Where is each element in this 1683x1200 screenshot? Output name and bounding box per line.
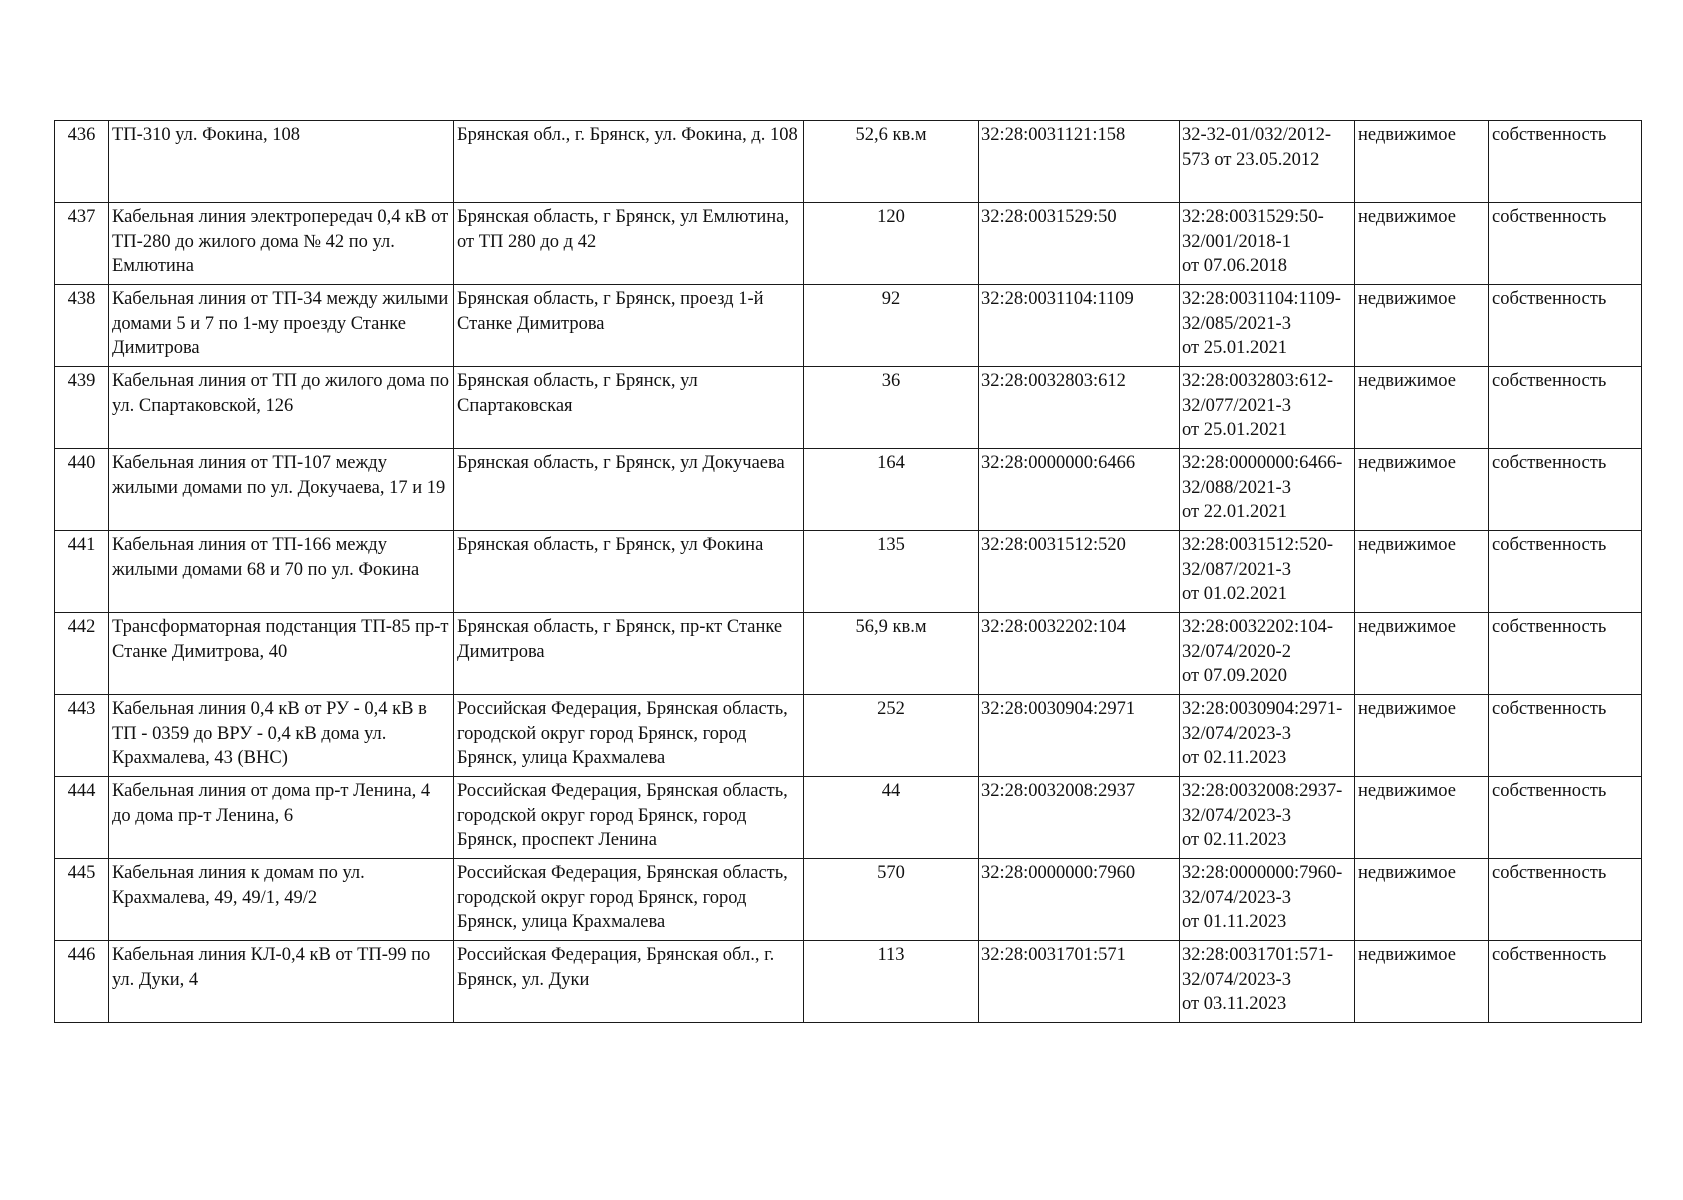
object-area: 52,6 кв.м xyxy=(804,121,979,203)
object-address: Брянская область, г Брянск, ул Докучаева xyxy=(454,449,804,531)
property-type: недвижимое xyxy=(1355,859,1489,941)
object-name: Кабельная линия от ТП-166 между жилыми домами 68 и 70 по ул. Фокина xyxy=(109,531,454,613)
right-type: собственность xyxy=(1489,203,1642,285)
row-number: 439 xyxy=(55,367,109,449)
object-name: Кабельная линия от ТП-107 между жилыми домами по ул. Докучаева, 17 и 19 xyxy=(109,449,454,531)
property-registry-table xyxy=(54,120,1642,1023)
right-type: собственность xyxy=(1489,285,1642,367)
row-number: 443 xyxy=(55,695,109,777)
object-name: Кабельная линия от ТП до жилого дома по ул. Спартаковской, 126 xyxy=(109,367,454,449)
cadastral-number: 32:28:0000000:7960 xyxy=(979,859,1180,941)
table-row xyxy=(55,777,1642,859)
object-name: Кабельная линия КЛ-0,4 кВ от ТП-99 по ул. Дуки, 4 xyxy=(109,941,454,1023)
table-row xyxy=(55,695,1642,777)
cadastral-number: 32:28:0031512:520 xyxy=(979,531,1180,613)
object-address: Брянская область, г Брянск, пр-кт Станке Димитрова xyxy=(454,613,804,695)
row-number: 445 xyxy=(55,859,109,941)
registration-record: 32-32-01/032/2012- 573 от 23.05.2012 xyxy=(1180,121,1355,203)
cadastral-number: 32:28:0032803:612 xyxy=(979,367,1180,449)
table-body xyxy=(55,121,1642,1023)
registration-record: 32:28:0031529:50- 32/001/2018-1 от 07.06.2018 xyxy=(1180,203,1355,285)
registration-record: 32:28:0031701:571- 32/074/2023-3 от 03.11.2023 xyxy=(1180,941,1355,1023)
table-row xyxy=(55,121,1642,203)
table-row xyxy=(55,531,1642,613)
object-area: 44 xyxy=(804,777,979,859)
table-row xyxy=(55,449,1642,531)
object-address: Российская Федерация, Брянская обл., г. Брянск, ул. Дуки xyxy=(454,941,804,1023)
object-area: 135 xyxy=(804,531,979,613)
object-name: Кабельная линия электропередач 0,4 кВ от ТП-280 до жилого дома № 42 по ул. Емлютина xyxy=(109,203,454,285)
object-address: Брянская область, г Брянск, проезд 1-й Станке Димитрова xyxy=(454,285,804,367)
property-type: недвижимое xyxy=(1355,367,1489,449)
table-row xyxy=(55,859,1642,941)
row-number: 436 xyxy=(55,121,109,203)
row-number: 437 xyxy=(55,203,109,285)
property-type: недвижимое xyxy=(1355,285,1489,367)
cadastral-number: 32:28:0030904:2971 xyxy=(979,695,1180,777)
property-type: недвижимое xyxy=(1355,121,1489,203)
object-address: Брянская обл., г. Брянск, ул. Фокина, д. 108 xyxy=(454,121,804,203)
property-type: недвижимое xyxy=(1355,449,1489,531)
row-number: 441 xyxy=(55,531,109,613)
cadastral-number: 32:28:0032008:2937 xyxy=(979,777,1180,859)
registration-record: 32:28:0031512:520- 32/087/2021-3 от 01.02.2021 xyxy=(1180,531,1355,613)
registration-record: 32:28:0032803:612- 32/077/2021-3 от 25.01.2021 xyxy=(1180,367,1355,449)
property-type: недвижимое xyxy=(1355,777,1489,859)
table-row xyxy=(55,941,1642,1023)
right-type: собственность xyxy=(1489,531,1642,613)
property-type: недвижимое xyxy=(1355,695,1489,777)
registration-record: 32:28:0000000:7960- 32/074/2023-3 от 01.11.2023 xyxy=(1180,859,1355,941)
cadastral-number: 32:28:0031104:1109 xyxy=(979,285,1180,367)
registration-record: 32:28:0032202:104- 32/074/2020-2 от 07.09.2020 xyxy=(1180,613,1355,695)
registration-record: 32:28:0032008:2937- 32/074/2023-3 от 02.11.2023 xyxy=(1180,777,1355,859)
object-area: 252 xyxy=(804,695,979,777)
property-type: недвижимое xyxy=(1355,941,1489,1023)
property-type: недвижимое xyxy=(1355,613,1489,695)
object-name: Трансформаторная подстанция ТП-85 пр-т Станке Димитрова, 40 xyxy=(109,613,454,695)
object-address: Российская Федерация, Брянская область, городской округ город Брянск, город Брянск, улица Крахмалева xyxy=(454,695,804,777)
right-type: собственность xyxy=(1489,367,1642,449)
right-type: собственность xyxy=(1489,449,1642,531)
table-row xyxy=(55,613,1642,695)
cadastral-number: 32:28:0032202:104 xyxy=(979,613,1180,695)
cadastral-number: 32:28:0000000:6466 xyxy=(979,449,1180,531)
property-type: недвижимое xyxy=(1355,531,1489,613)
cadastral-number: 32:28:0031701:571 xyxy=(979,941,1180,1023)
object-name: Кабельная линия от дома пр-т Ленина, 4 до дома пр-т Ленина, 6 xyxy=(109,777,454,859)
object-area: 120 xyxy=(804,203,979,285)
registration-record: 32:28:0030904:2971- 32/074/2023-3 от 02.11.2023 xyxy=(1180,695,1355,777)
object-address: Российская Федерация, Брянская область, городской округ город Брянск, город Брянск, улица Крахмалева xyxy=(454,859,804,941)
right-type: собственность xyxy=(1489,859,1642,941)
table-row xyxy=(55,367,1642,449)
table-row xyxy=(55,285,1642,367)
right-type: собственность xyxy=(1489,941,1642,1023)
row-number: 442 xyxy=(55,613,109,695)
object-area: 164 xyxy=(804,449,979,531)
object-area: 113 xyxy=(804,941,979,1023)
object-name: Кабельная линия 0,4 кВ от РУ - 0,4 кВ в ТП - 0359 до ВРУ - 0,4 кВ дома ул. Крахмалева, 43 (ВНС) xyxy=(109,695,454,777)
object-area: 36 xyxy=(804,367,979,449)
cadastral-number: 32:28:0031529:50 xyxy=(979,203,1180,285)
right-type: собственность xyxy=(1489,613,1642,695)
object-area: 570 xyxy=(804,859,979,941)
row-number: 446 xyxy=(55,941,109,1023)
right-type: собственность xyxy=(1489,121,1642,203)
right-type: собственность xyxy=(1489,777,1642,859)
row-number: 440 xyxy=(55,449,109,531)
registration-record: 32:28:0000000:6466- 32/088/2021-3 от 22.01.2021 xyxy=(1180,449,1355,531)
object-address: Российская Федерация, Брянская область, городской округ город Брянск, город Брянск, проспект Ленина xyxy=(454,777,804,859)
row-number: 438 xyxy=(55,285,109,367)
object-name: Кабельная линия к домам по ул. Крахмалева, 49, 49/1, 49/2 xyxy=(109,859,454,941)
object-name: Кабельная линия от ТП-34 между жилыми домами 5 и 7 по 1-му проезду Станке Димитрова xyxy=(109,285,454,367)
object-address: Брянская область, г Брянск, ул Емлютина, от ТП 280 до д 42 xyxy=(454,203,804,285)
property-type: недвижимое xyxy=(1355,203,1489,285)
object-address: Брянская область, г Брянск, ул Спартаковская xyxy=(454,367,804,449)
object-area: 56,9 кв.м xyxy=(804,613,979,695)
object-address: Брянская область, г Брянск, ул Фокина xyxy=(454,531,804,613)
object-name: ТП-310 ул. Фокина, 108 xyxy=(109,121,454,203)
row-number: 444 xyxy=(55,777,109,859)
object-area: 92 xyxy=(804,285,979,367)
registration-record: 32:28:0031104:1109- 32/085/2021-3 от 25.01.2021 xyxy=(1180,285,1355,367)
table-row xyxy=(55,203,1642,285)
cadastral-number: 32:28:0031121:158 xyxy=(979,121,1180,203)
right-type: собственность xyxy=(1489,695,1642,777)
